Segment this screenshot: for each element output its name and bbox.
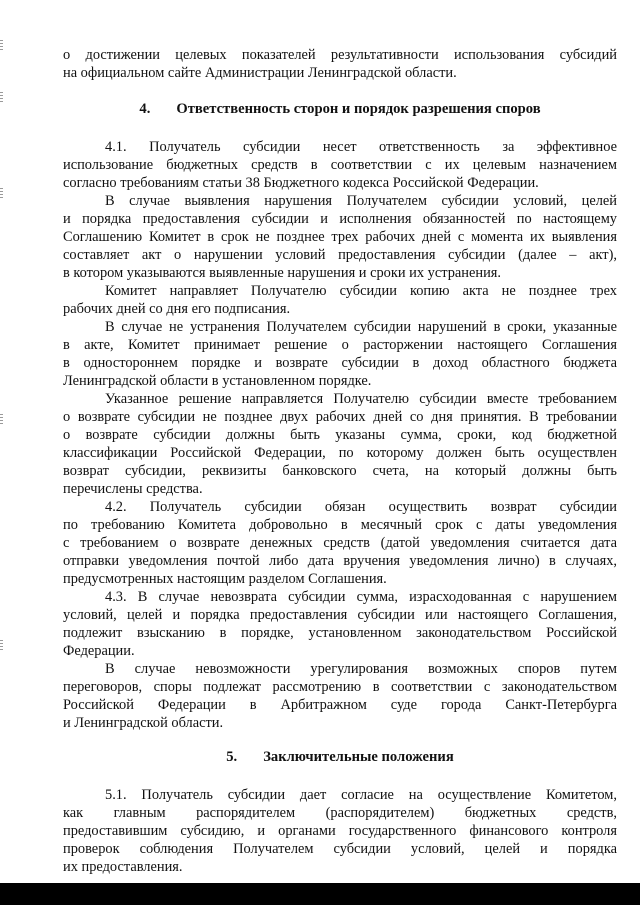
intro-line: о достижении целевых показателей результативности использования субсидий xyxy=(63,47,617,63)
scan-edge-mark xyxy=(0,92,3,102)
paragraph-line: о возврате субсидии не позднее двух рабочих дней со дня принятия. В требовании xyxy=(63,409,617,425)
section-number: 5. xyxy=(226,749,238,765)
paragraph-line: предоставившим субсидию, и органами государственного финансового контроля xyxy=(63,823,617,839)
paragraph-line: рабочих дней со дня его подписания. xyxy=(63,301,291,317)
scan-edge-mark xyxy=(0,188,3,198)
paragraph-line: предусмотренных настоящим разделом Соглашения. xyxy=(63,571,387,587)
intro-line: на официальном сайте Администрации Ленинградской области. xyxy=(63,65,457,81)
scan-edge-mark xyxy=(0,40,3,50)
scan-bottom-border xyxy=(0,883,640,905)
paragraph-line: Российской Федерации в Арбитражном суде города Санкт-Петербурга xyxy=(63,697,617,713)
paragraph-line: перечислены средства. xyxy=(63,481,203,497)
paragraph-line: Указанное решение направляется Получателю субсидии вместе требованием xyxy=(105,391,617,407)
paragraph-line: условий, целей и порядка предоставления субсидии или настоящего Соглашения, xyxy=(63,607,617,623)
scan-edge-mark xyxy=(0,414,3,424)
paragraph-line: согласно требованиям статьи 38 Бюджетного кодекса Российской Федерации. xyxy=(63,175,539,191)
paragraph-line: с требованием о возврате денежных средств (датой уведомления считается дата xyxy=(63,535,617,551)
paragraph-line: и порядка предоставления субсидии и исполнения обязанностей по настоящему xyxy=(63,211,617,227)
paragraph-line: 5.1. Получатель субсидии дает согласие на осуществление Комитетом, xyxy=(105,787,617,803)
paragraph-line: отправки уведомления почтой либо дата вручения уведомления лично) в случаях, xyxy=(63,553,617,569)
paragraph-line: 4.1. Получатель субсидии несет ответственность за эффективное xyxy=(105,139,617,155)
section-5-heading xyxy=(63,748,617,766)
paragraph-line: в акте, Комитет принимает решение о расторжении настоящего Соглашения xyxy=(63,337,617,353)
paragraph-line: 4.2. Получатель субсидии обязан осуществить возврат субсидии xyxy=(105,499,617,515)
paragraph-line: Соглашению Комитет в срок не позднее трех рабочих дней с момента их выявления xyxy=(63,229,617,245)
paragraph-line: возврат субсидии, реквизиты банковского счета, на который должны быть xyxy=(63,463,617,479)
section-4-heading xyxy=(63,100,617,118)
paragraph-line: переговоров, споры подлежат рассмотрению в соответствии с законодательством xyxy=(63,679,617,695)
paragraph-line: в одностороннем порядке и возврате субсидии в доход областного бюджета xyxy=(63,355,617,371)
paragraph-line: использование бюджетных средств в соответствии с их целевым назначением xyxy=(63,157,617,173)
paragraph-line: по требованию Комитета добровольно в месячный срок с даты уведомления xyxy=(63,517,617,533)
paragraph-line: В случае выявления нарушения Получателем субсидии условий, целей xyxy=(105,193,617,209)
paragraph-line: подлежит взысканию в порядке, установленном законодательством Российской xyxy=(63,625,617,641)
section-number: 4. xyxy=(139,101,151,117)
paragraph-line: о возврате субсидии должны быть указаны сумма, сроки, код бюджетной xyxy=(63,427,617,443)
paragraph-line: проверок соблюдения Получателем субсидии условий, целей и порядка xyxy=(63,841,617,857)
paragraph-line: классификации Российской Федерации, по которому должен быть осуществлен xyxy=(63,445,617,461)
paragraph-line: их предоставления. xyxy=(63,859,183,875)
section-title: Ответственность сторон и порядок разрешения споров xyxy=(176,101,541,117)
paragraph-line: Комитет направляет Получателю субсидии копию акта не позднее трех xyxy=(105,283,617,299)
scan-edge-mark xyxy=(0,640,3,650)
paragraph-line: в котором указываются выявленные нарушения и сроки их устранения. xyxy=(63,265,501,281)
paragraph-line: составляет акт о нарушении условий предоставления субсидии (далее – акт), xyxy=(63,247,617,263)
paragraph-line: как главным распорядителем (распорядителем) бюджетных средств, xyxy=(63,805,617,821)
paragraph-line: 4.3. В случае невозврата субсидии сумма, израсходованная с нарушением xyxy=(105,589,617,605)
section-title: Заключительные положения xyxy=(263,749,454,765)
paragraph-line: Федерации. xyxy=(63,643,135,659)
paragraph-line: и Ленинградской области. xyxy=(63,715,224,731)
paragraph-line: В случае не устранения Получателем субсидии нарушений в сроки, указанные xyxy=(105,319,617,335)
paragraph-line: В случае невозможности урегулирования возможных споров путем xyxy=(105,661,617,677)
paragraph-line: Ленинградской области в установленном порядке. xyxy=(63,373,372,389)
